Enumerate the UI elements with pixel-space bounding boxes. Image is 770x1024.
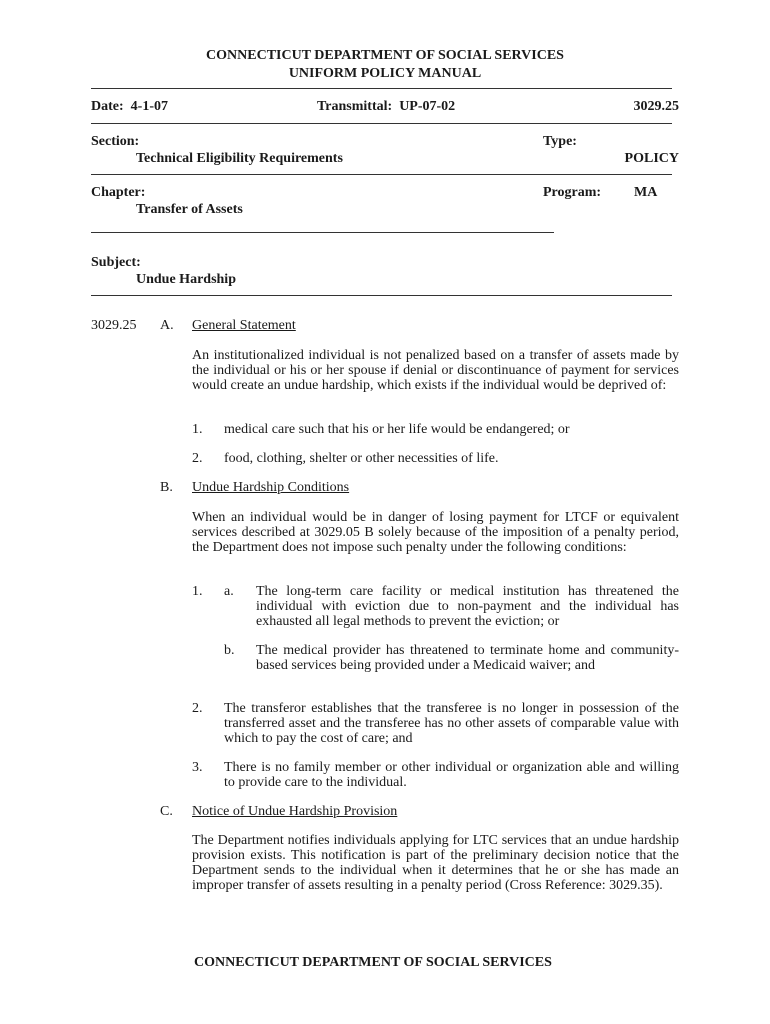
date-label: Date:: [91, 99, 124, 114]
section-c-paragraph: The Department notifies individuals applying for LTC services that an undue hardship provision exists. This notification is part of the preliminary decision notice that the Department sends to the individual when it determines that he or she has made an improper transfer of assets resulting in a penalty period (Cross Reference: 3029.35).: [192, 833, 679, 893]
list-item-number: 1.: [192, 422, 203, 437]
sub-item-text: The long-term care facility or medical institution has threatened the individual with eviction due to non-payment and the individual has exhausted all legal methods to prevent the eviction; or: [256, 584, 679, 629]
type-label: Type:: [543, 134, 577, 149]
section-b-letter: B.: [160, 480, 173, 495]
list-item-number: 2.: [192, 451, 203, 466]
list-item-text: The transferor establishes that the transferee is no longer in possession of the transferred asset and the transferee has no other assets of comparable value with which to pay the cost of care; and: [224, 701, 679, 746]
header-rule-4: [91, 232, 554, 233]
list-item-text: medical care such that his or her life would be endangered; or: [224, 422, 570, 437]
transmittal-field: [317, 99, 455, 114]
footer-agency: CONNECTICUT DEPARTMENT OF SOCIAL SERVICES: [194, 955, 552, 970]
section-b-paragraph: When an individual would be in danger of losing payment for LTCF or equivalent services described at 3029.05 B solely because of the imposition of a penalty period, the Department does not impose such penalty under the following conditions:: [192, 510, 679, 555]
header-rule-2: [91, 123, 672, 124]
manual-title: UNIFORM POLICY MANUAL: [288, 66, 482, 81]
sub-item-letter: a.: [224, 584, 234, 599]
section-a-heading: General Statement: [192, 318, 296, 333]
section-a-letter: A.: [160, 318, 174, 333]
subject-label: Subject:: [91, 255, 141, 270]
section-a-paragraph: An institutionalized individual is not penalized based on a transfer of assets made by the individual or his or her spouse if denial or discontinuance of payment for services would create an undue hardship, which exists if the individual would be deprived of:: [192, 348, 679, 393]
list-item-text: food, clothing, shelter or other necessities of life.: [224, 451, 499, 466]
list-item-number: 2.: [192, 701, 203, 716]
section-number: 3029.25: [91, 318, 137, 333]
subject-value: Undue Hardship: [136, 272, 236, 287]
transmittal-label: Transmittal:: [317, 99, 393, 114]
date-field: [91, 99, 168, 114]
list-item-text: There is no family member or other individual or organization able and willing to provide care to the individual.: [224, 760, 679, 790]
list-item-number: 3.: [192, 760, 203, 775]
section-c-letter: C.: [160, 804, 173, 819]
header-rule-bottom: [91, 295, 672, 296]
chapter-label: Chapter:: [91, 185, 146, 200]
type-value: POLICY: [624, 151, 679, 166]
section-b-heading: Undue Hardship Conditions: [192, 480, 350, 495]
list-item-number: 1.: [192, 584, 203, 599]
header-rule-3: [91, 174, 672, 175]
chapter-value: Transfer of Assets: [136, 202, 243, 217]
section-label: Section:: [91, 134, 140, 149]
agency-title: CONNECTICUT DEPARTMENT OF SOCIAL SERVICES: [206, 48, 564, 63]
program-value: MA: [634, 185, 658, 200]
program-label: Program:: [543, 185, 602, 200]
transmittal-value: UP-07-02: [399, 99, 456, 114]
sub-item-letter: b.: [224, 643, 235, 658]
section-c-heading: Notice of Undue Hardship Provision: [192, 804, 398, 819]
date-value: 4-1-07: [130, 99, 168, 114]
doc-number: 3029.25: [633, 99, 679, 114]
sub-item-text: The medical provider has threatened to terminate home and community-based services being provided under a Medicaid waiver; and: [256, 643, 679, 673]
header-rule-top: [91, 88, 672, 89]
section-value: Technical Eligibility Requirements: [136, 151, 343, 166]
